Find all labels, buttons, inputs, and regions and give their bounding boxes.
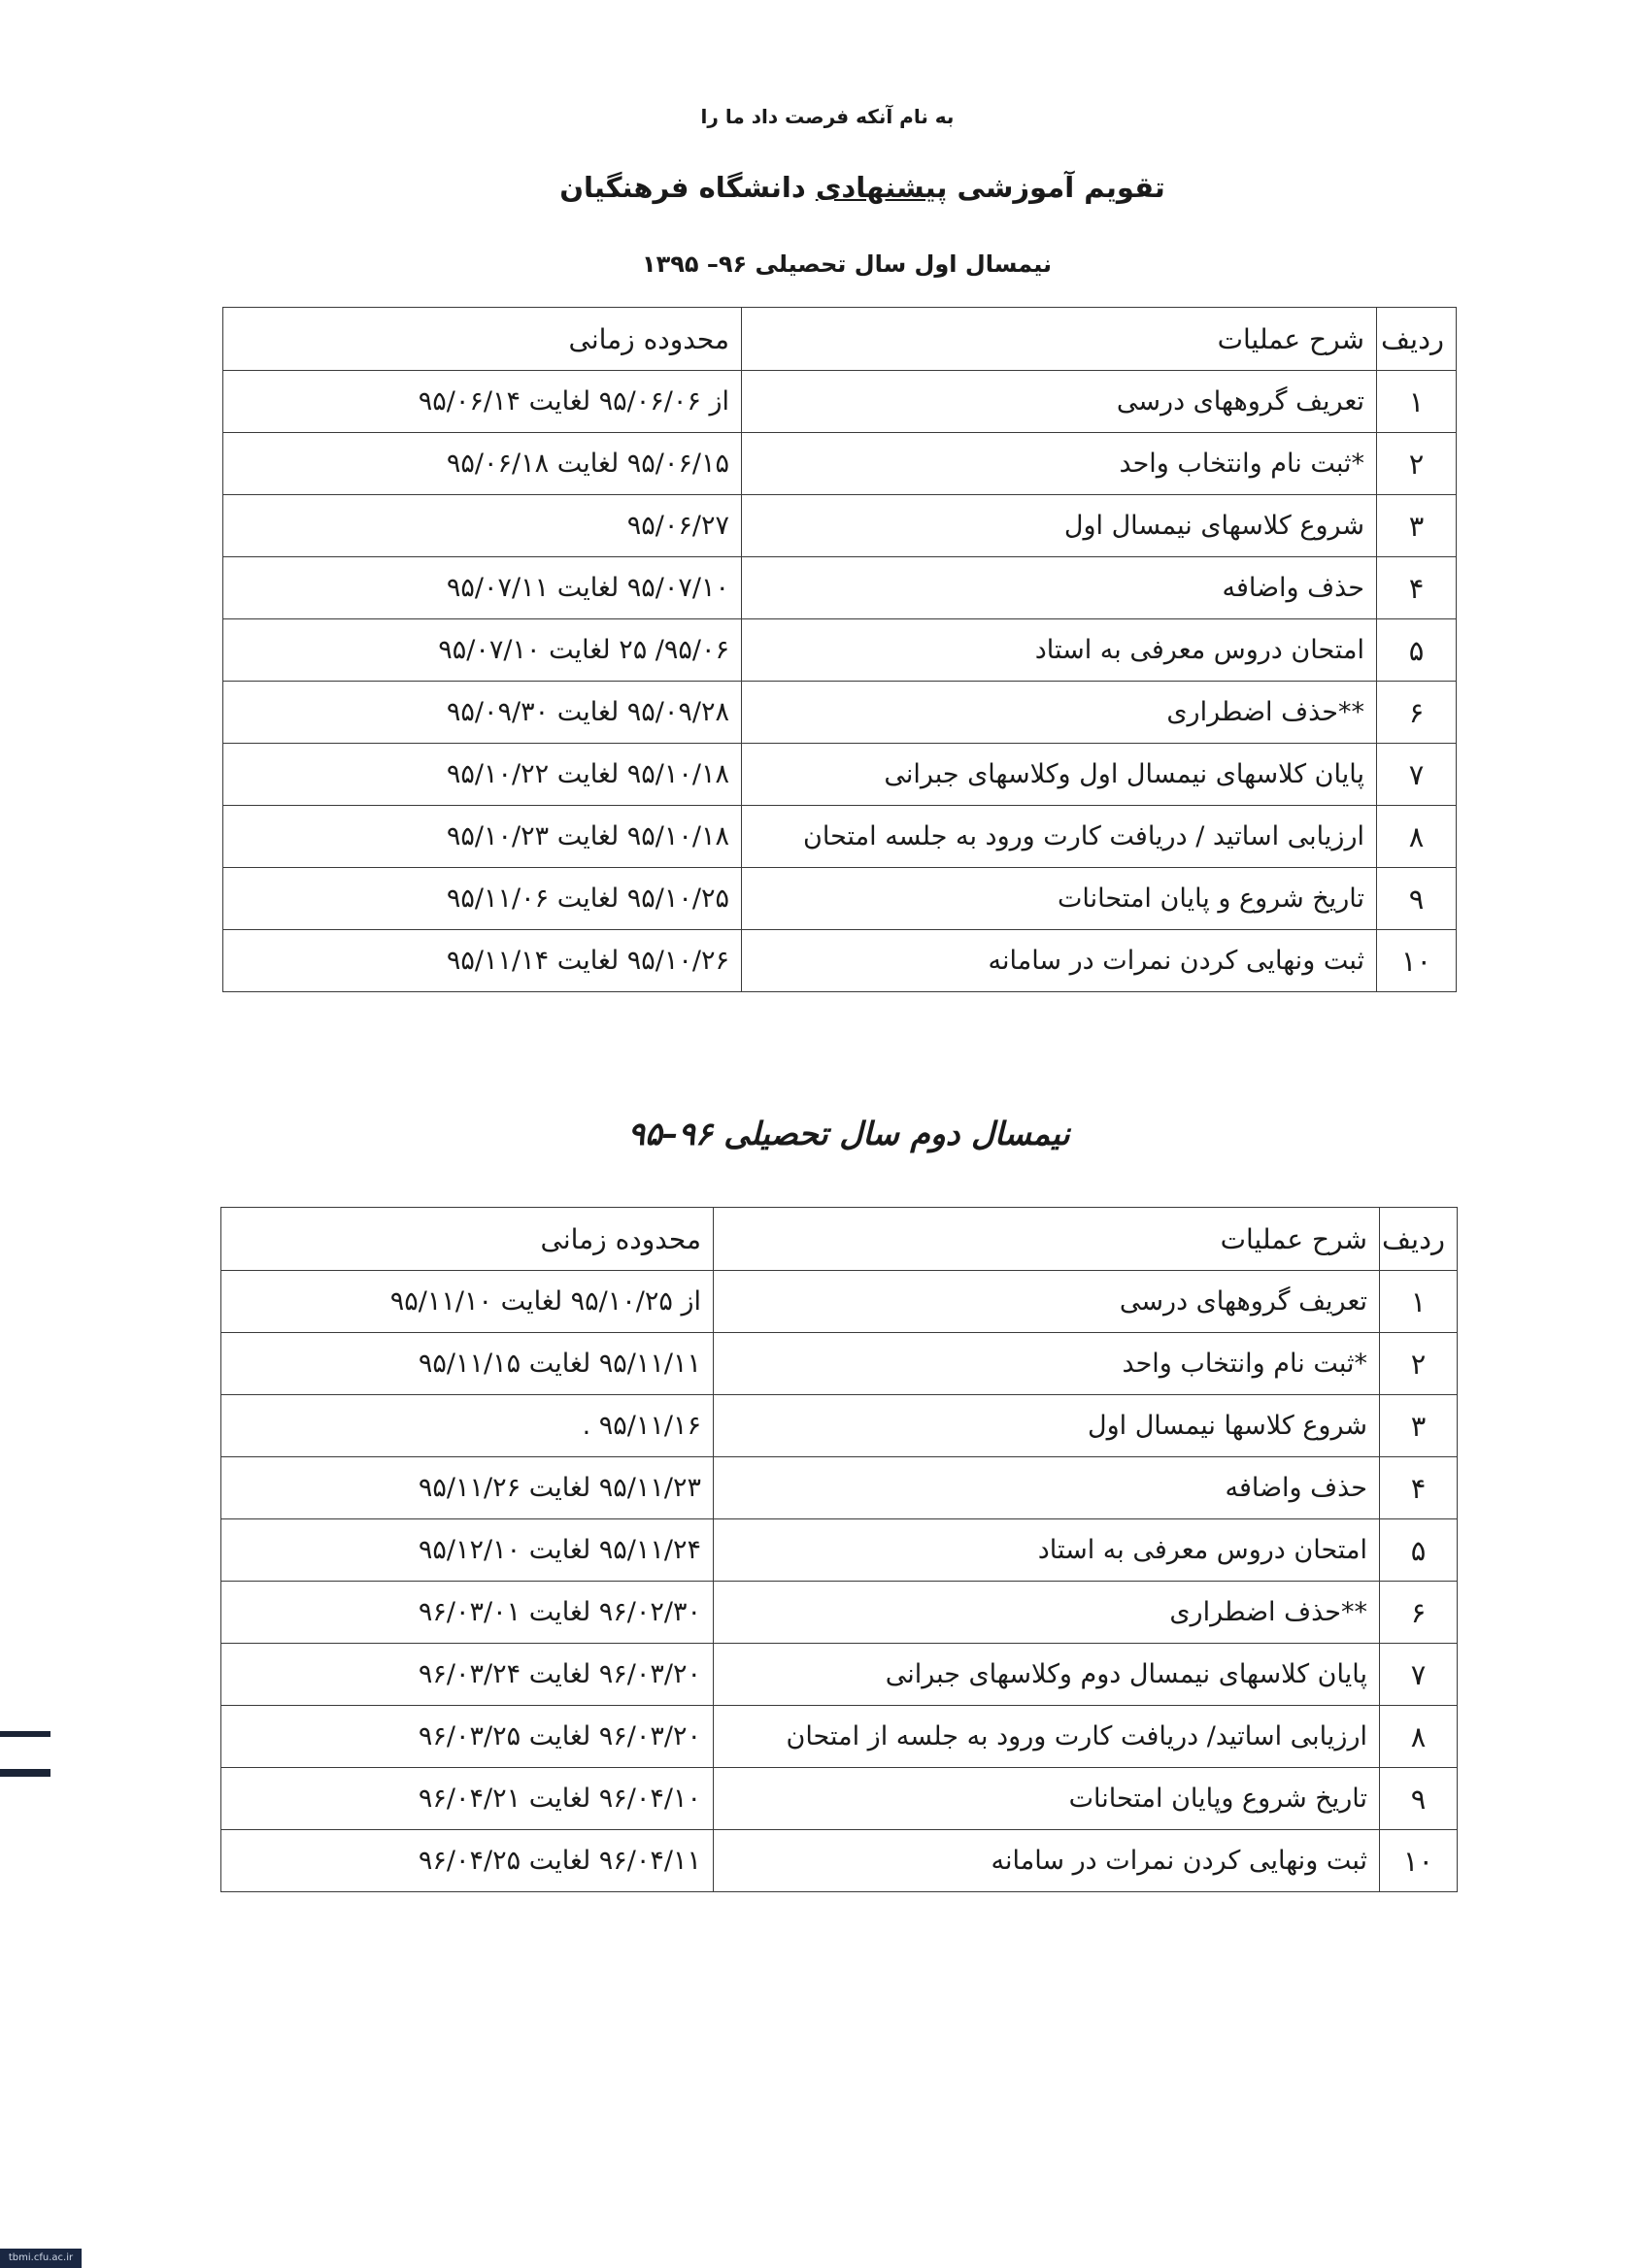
table-row [221, 1582, 1458, 1644]
table-row [223, 682, 1457, 744]
row-num: ۷ [1380, 1644, 1458, 1706]
scan-edge-strip [0, 1731, 50, 1737]
row-num: ۲ [1377, 433, 1457, 495]
table-row [223, 557, 1457, 619]
row-operation: شروع کلاسها نیمسال اول [714, 1395, 1380, 1457]
row-range: ۹۵/۱۱/۲۳ لغایت ۹۵/۱۱/۲۶ [221, 1457, 714, 1519]
table-row [221, 1519, 1458, 1582]
row-range: ۹۶/۰۳/۲۰ لغایت ۹۶/۰۳/۲۴ [221, 1644, 714, 1706]
row-num: ۹ [1377, 868, 1457, 930]
row-num: ۱ [1380, 1271, 1458, 1333]
table-row [223, 619, 1457, 682]
row-range: از ۹۵/۱۰/۲۵ لغایت ۹۵/۱۱/۱۰ [221, 1271, 714, 1333]
row-range: ۹۵/۱۰/۱۸ لغایت ۹۵/۱۰/۲۲ [223, 744, 742, 806]
row-range: ۹۵/۱۱/۲۴ لغایت ۹۵/۱۲/۱۰ [221, 1519, 714, 1582]
row-num: ۳ [1377, 495, 1457, 557]
row-num: ۷ [1377, 744, 1457, 806]
row-num: ۴ [1377, 557, 1457, 619]
table-row [223, 930, 1457, 992]
row-num: ۵ [1380, 1519, 1458, 1582]
row-operation: حذف واضافه [714, 1457, 1380, 1519]
row-range: ۹۵/۱۰/۲۵ لغایت ۹۵/۱۱/۰۶ [223, 868, 742, 930]
table-row [221, 1830, 1458, 1892]
row-num: ۶ [1380, 1582, 1458, 1644]
row-range: ۹۵/۰۶/۱۵ لغایت ۹۵/۰۶/۱۸ [223, 433, 742, 495]
row-num: ۶ [1377, 682, 1457, 744]
row-num: ۸ [1377, 806, 1457, 868]
row-operation: **حذف اضطراری [714, 1582, 1380, 1644]
title-prefix: تقویم آموزشی [957, 171, 1165, 204]
row-range: ۹۵/۱۰/۱۸ لغایت ۹۵/۱۰/۲۳ [223, 806, 742, 868]
semester1-table [222, 307, 1457, 992]
table-row [221, 1333, 1458, 1395]
row-range: از ۹۵/۰۶/۰۶ لغایت ۹۵/۰۶/۱۴ [223, 371, 742, 433]
row-num: ۵ [1377, 619, 1457, 682]
row-range: ۹۵/۰۹/۲۸ لغایت ۹۵/۰۹/۳۰ [223, 682, 742, 744]
row-num: ۲ [1380, 1333, 1458, 1395]
table-row [223, 433, 1457, 495]
row-range: ۹۶/۰۲/۳۰ لغایت ۹۶/۰۳/۰۱ [221, 1582, 714, 1644]
row-operation: ارزیابی اساتید/ دریافت کارت ورود به جلسه از امتحان [714, 1706, 1380, 1768]
row-num: ۸ [1380, 1706, 1458, 1768]
scan-edge-strip [0, 1769, 50, 1777]
row-range: ۹۵/۱۰/۲۶ لغایت ۹۵/۱۱/۱۴ [223, 930, 742, 992]
semester2-table [220, 1207, 1458, 1892]
table-row [223, 744, 1457, 806]
row-operation: شروع کلاسهای نیمسال اول [742, 495, 1377, 557]
column-header-num: ردیف [1380, 1208, 1458, 1271]
title-suffix: دانشگاه فرهنگیان [559, 171, 806, 204]
row-num: ۱۰ [1377, 930, 1457, 992]
column-header-operation: شرح عملیات [742, 308, 1377, 371]
row-range: ۹۶/۰۴/۱۱ لغایت ۹۶/۰۴/۲۵ [221, 1830, 714, 1892]
row-range: ۹۶/۰۳/۲۰ لغایت ۹۶/۰۳/۲۵ [221, 1706, 714, 1768]
row-num: ۱۰ [1380, 1830, 1458, 1892]
table-row [221, 1768, 1458, 1830]
row-operation: *ثبت نام وانتخاب واحد [714, 1333, 1380, 1395]
row-operation: پایان کلاسهای نیمسال دوم وکلاسهای جبرانی [714, 1644, 1380, 1706]
row-range: ۹۵/۰۶/۲۷ [223, 495, 742, 557]
row-range: ۹۵/۱۱/۱۱ لغایت ۹۵/۱۱/۱۵ [221, 1333, 714, 1395]
table-row [221, 1395, 1458, 1457]
row-operation: تاریخ شروع وپایان امتحانات [714, 1768, 1380, 1830]
table-header-row [221, 1208, 1458, 1271]
row-operation: تاریخ شروع و پایان امتحانات [742, 868, 1377, 930]
title-underlined-word: پیشنهادی [815, 171, 948, 204]
table-row [221, 1457, 1458, 1519]
column-header-range: محدوده زمانی [223, 308, 742, 371]
row-range: ۹۵/۰۶/ ۲۵ لغایت ۹۵/۰۷/۱۰ [223, 619, 742, 682]
basmala-line: به نام آنکه فرصت داد ما را [700, 105, 955, 128]
row-range: ۹۵/۰۷/۱۰ لغایت ۹۵/۰۷/۱۱ [223, 557, 742, 619]
table-row [223, 371, 1457, 433]
table-row [221, 1706, 1458, 1768]
column-header-operation: شرح عملیات [714, 1208, 1380, 1271]
row-operation: ثبت ونهایی کردن نمرات در سامانه [714, 1830, 1380, 1892]
table-row [223, 868, 1457, 930]
site-footer-label: tbmi.cfu.ac.ir [0, 2249, 82, 2268]
column-header-range: محدوده زمانی [221, 1208, 714, 1271]
table-row [223, 495, 1457, 557]
row-operation: امتحان دروس معرفی به استاد [742, 619, 1377, 682]
row-operation: **حذف اضطراری [742, 682, 1377, 744]
row-range: ۹۶/۰۴/۱۰ لغایت ۹۶/۰۴/۲۱ [221, 1768, 714, 1830]
table-header-row [223, 308, 1457, 371]
row-operation: تعریف گروههای درسی [742, 371, 1377, 433]
table-row [221, 1644, 1458, 1706]
row-operation: حذف واضافه [742, 557, 1377, 619]
row-num: ۳ [1380, 1395, 1458, 1457]
row-num: ۱ [1377, 371, 1457, 433]
semester1-title: نیمسال اول سال تحصیلی ۹۶– ۱۳۹۵ [641, 250, 1053, 278]
row-range: ۹۵/۱۱/۱۶ . [221, 1395, 714, 1457]
row-num: ۹ [1380, 1768, 1458, 1830]
table-row [221, 1271, 1458, 1333]
page-title [0, 171, 1647, 204]
row-operation: امتحان دروس معرفی به استاد [714, 1519, 1380, 1582]
row-operation: *ثبت نام وانتخاب واحد [742, 433, 1377, 495]
row-operation: ارزیابی اساتید / دریافت کارت ورود به جلسه امتحان [742, 806, 1377, 868]
row-operation: پایان کلاسهای نیمسال اول وکلاسهای جبرانی [742, 744, 1377, 806]
semester2-title: نیمسال دوم سال تحصیلی ۹۶–۹۵ [627, 1115, 1070, 1152]
row-operation: ثبت ونهایی کردن نمرات در سامانه [742, 930, 1377, 992]
row-num: ۴ [1380, 1457, 1458, 1519]
row-operation: تعریف گروههای درسی [714, 1271, 1380, 1333]
column-header-num: ردیف [1377, 308, 1457, 371]
table-row [223, 806, 1457, 868]
